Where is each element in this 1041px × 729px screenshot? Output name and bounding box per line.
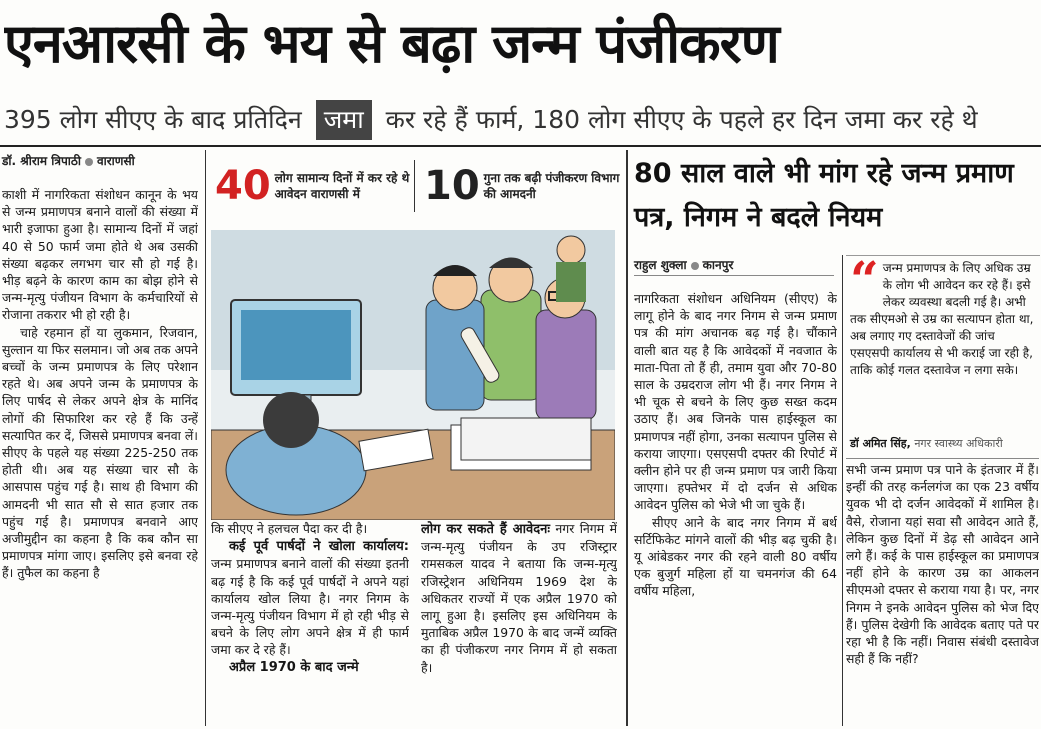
col1-paragraph-2: चाहे रहमान हों या लुकमान, रिजवान, सुल्तान या फिर सलमान। जो अब तक अपने बच्चों के जन्म प्रमाणपत्र के लिए परेशान रहते थे। अब अपने जन्म के प्रमाणपत्र के लिए पार्षद से लेकर अपने क्षेत्र के मानिंद लोगों की सिफारिश कर रहे हैं कि उन्हें सत्यापित कर दें, जिससे प्रमाणपत्र बनवा लें। सीएए के पहले यह संख्या 225-250 तक होती थी। अब यह संख्या चार सौ के आसपास पहुंच गई है। साथ ही विभाग की आमदनी भी सात सौ से सात हजार तक पहुंच गई है। प्रमाणपत्र बनवाने आए अजीमुद्दीन का कहना है कि कब कौन सा प्रमाणपत्र मांगा जाए। इसलिए इसे बनवा रहे हैं। तुफैल का कहना है [2,324,198,581]
col2-lead: कि सीएए ने हलचल पैदा कर दी है। [211,521,368,536]
col4-paragraph-2: सीएए आने के बाद नगर निगम में बर्थ सर्टिफिकेट मांगने वालों की भीड़ बढ़ चुकी है। यू आंबेडकर नगर की रहने वाली 80 वर्षीय एक बुजुर्ग महिला हों या चमनगंज की 64 वर्षीय महिला, [634,514,837,599]
section-divider [626,150,628,726]
stat-box-1 [215,158,410,214]
stat-box-2 [424,158,620,214]
quote-text-block [846,256,1040,436]
article-column-2 [211,520,409,726]
subheadline-right: कर रहे हैं फार्म, 180 लोग सीएए के पहले हर दिन जमा कर रहे थे [385,105,978,134]
subheadline-left: 395 लोग सीएए के बाद प्रतिदिन [4,105,302,134]
cartoon-illustration [211,230,615,520]
quote-role: नगर स्वास्थ्य अधिकारी [914,437,1003,450]
article-column-4 [634,290,837,726]
stat1-text: लोग सामान्य दिनों में कर रहे थे आवेदन वाराणसी में [274,171,410,201]
quote-box [846,255,1040,456]
col2-tail: अप्रैल 1970 के बाद जन्मे [229,659,359,675]
byline-right [634,256,834,276]
stat-divider [414,160,415,212]
byline-left [2,152,202,169]
byline-left-name: डॉ. श्रीराम त्रिपाठी [2,154,81,168]
subheadline-badge: जमा [316,100,372,140]
subheadline [4,100,1037,140]
byline-left-city: वाराणसी [96,154,135,168]
byline-right-city: कानपुर [702,258,734,272]
col2-subhead: कई पूर्व पार्षदों ने खोला कार्यालय: [229,539,409,555]
col3-body: नगर निगम में जन्म-मृत्यु पंजीयन के उप रजिस्ट्रार रामसकल यादव ने बताया कि जन्म-मृत्यु रजिस्ट्रेशन अधिनियम 1969 देश के अधिकतर राज्यों में एक अप्रैल 1970 को लागू हुआ है। इसलिए इस अधिनियम के मुताबिक अप्रैल 1970 के बाद जन्में व्यक्ति का ही पंजीकरण नगर निगम में हो सकता है। [421,521,617,675]
quote-mark-icon: “ [850,256,879,309]
article-column-1 [2,186,198,726]
col3-subhead: लोग कर सकते हैं आवेदनः [421,522,551,537]
stat2-text: गुना तक बढ़ी पंजीकरण विभाग की आमदनी [483,171,620,201]
column-divider [205,150,206,726]
right-headline: 80 साल वाले भी मांग रहे जन्म प्रमाण पत्र, निगम ने बदले नियम [634,158,1014,233]
col4-paragraph-1: नागरिकता संशोधन अधिनियम (सीएए) के लागू होने के बाद नगर निगम से जन्म प्रमाण पत्र की मांग अचानक बढ़ गई है। चौंकाने वाली बात यह है कि आवेदकों में नवजात के माता-पिता तो हैं ही, तमाम युवा और 70-80 साल के उम्रदराज लोग भी हैं। नगर निगम ने भी चूक से बचने के लिए कुछ सख्त कदम उठाए हैं। अब जिनके पास हाईस्कूल का प्रमाणपत्र नहीं होगा, उनका सत्यापन पुलिस से कराया जाएगा। एसएसपी दफ्तर की रिपोर्ट में क्लीन होने पर ही जन्म प्रमाण पत्र जारी किया जाएगा। हफ्तेभर में दो दर्जन से अधिक आवेदन पुलिस को भेजे भी जा चुके हैं। [634,291,837,513]
stat1-number: 40 [215,163,271,209]
stat2-number: 10 [424,163,480,209]
quote-attribution [846,436,1040,451]
main-headline: एनआरसी के भय से बढ़ा जन्म पंजीकरण [4,12,779,75]
quote-author: डॉ अमित सिंह, [850,437,911,450]
column-divider [842,255,843,726]
article-column-3 [421,520,617,726]
byline-right-name: राहुल शुक्ला [634,258,687,272]
col1-paragraph-1: काशी में नागरिकता संशोधन कानून के भय से जन्म प्रमाणपत्र बनाने वालों की संख्या में भारी इजाफा हुआ है। सामान्य दिनों में जहां 40 से 50 फार्म जमा होते थे अब उसकी संख्या बढ़कर लगभग चार सौ हो गई है। भीड़ बढ़ने के कारण काम का बोझ होने से जन्म-मृत्यु पंजीयन विभाग के कर्मचारियों से रोजाना तकरार भी हो रही है। [2,187,198,323]
col5-paragraph: सभी जन्म प्रमाण पत्र पाने के इंतजार में हैं। इन्हीं की तरह कर्नलगंज का एक 23 वर्षीय युवक भी दो दर्जन आवेदकों में शामिल है। वैसे, रोजाना यहां सवा सौ आवेदन आते हैं, लेकिन कुछ दिनों में डेढ़ सौ आवेदन आने लगे हैं। कई के पास हाईस्कूल का प्रमाणपत्र नहीं होने के कारण उम्र का आकलन सीएमओ दफ्तर से कराया गया है। पर, नगर निगम ने इनके आवेदन पुलिस को भेज दिए हैं। पुलिस देखेगी कि आवेदक बताए पते पर रहा भी है कि नहीं। निवास संबंधी दस्तावेज सही हैं कि नहीं? [846,462,1039,667]
col2-body: जन्म प्रमाणपत्र बनाने वालों की संख्या इतनी बढ़ गई है कि कई पूर्व पार्षदों ने अपने यहां कार्यालय खोल लिया है। नगर निगम के जन्म-मृत्यु पंजीयन विभाग में हो रही भीड़ से बचने के लिए लोग अपने क्षेत्र में ही फार्म जमा कर दे रहे हैं। [211,556,409,658]
quote-text: जन्म प्रमाणपत्र के लिए अधिक उम्र के लोग भी आवेदन कर रहे हैं। इसे लेकर व्यवस्था बदली गई है। अभी तक सीएमओ से उम्र का सत्यापन होता था, अब लगाए गए दस्तावेजों की जांच एसएसपी कार्यालय से भी कराई जा रही है, ताकि कोई गलत दस्तावेज न लगा सके। [850,261,1034,377]
byline-dot [691,262,699,270]
byline-dot [85,158,93,166]
article-column-5 [846,458,1039,729]
top-divider [0,145,1041,147]
